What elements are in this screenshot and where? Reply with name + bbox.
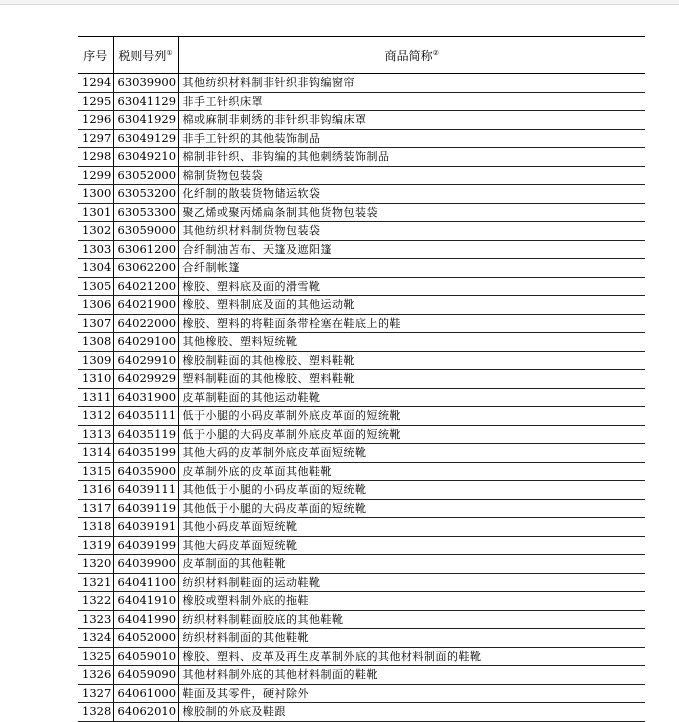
row-seq: 1318: [78, 518, 113, 537]
row-name: 合纤制油苫布、天篷及遮阳篷: [178, 240, 645, 259]
row-code: 63062200: [113, 259, 178, 278]
table-row: [78, 111, 645, 130]
table-row: [78, 536, 645, 555]
row-code: 64035119: [113, 425, 178, 444]
row-code: 63053300: [113, 203, 178, 222]
row-code: 64035900: [113, 462, 178, 481]
row-name: 橡胶制的外底及鞋跟: [178, 703, 645, 722]
row-name: 低于小腿的小码皮革制外底皮革面的短统靴: [178, 407, 645, 426]
row-name: 皮革制面的其他鞋靴: [178, 555, 645, 574]
table-row: [78, 222, 645, 241]
table-row: [78, 610, 645, 629]
row-code: 64029910: [113, 351, 178, 370]
row-name: 聚乙烯或聚丙烯扁条制其他货物包装袋: [178, 203, 645, 222]
row-code: 63059000: [113, 222, 178, 241]
row-name: 其他小码皮革面短统靴: [178, 518, 645, 537]
row-seq: 1323: [78, 610, 113, 629]
row-name: 其他低于小腿的大码皮革面的短统靴: [178, 499, 645, 518]
table-row: [78, 703, 645, 722]
table-body: [78, 74, 645, 722]
row-name: 化纤制的散装货物储运软袋: [178, 185, 645, 204]
table-row: [78, 129, 645, 148]
table-row: [78, 444, 645, 463]
row-code: 64041910: [113, 592, 178, 611]
table-row: [78, 407, 645, 426]
table-row: [78, 629, 645, 648]
row-code: 63041129: [113, 92, 178, 111]
row-code: 63053200: [113, 185, 178, 204]
table-row: [78, 499, 645, 518]
table-row: [78, 296, 645, 315]
row-code: 64039900: [113, 555, 178, 574]
row-name: 橡胶、塑料的将鞋面条带栓塞在鞋底上的鞋: [178, 314, 645, 333]
row-seq: 1301: [78, 203, 113, 222]
row-name: 合纤制帐篷: [178, 259, 645, 278]
row-name: 其他大码的皮革制外底皮革面短统靴: [178, 444, 645, 463]
table-row: [78, 185, 645, 204]
table-row: [78, 333, 645, 352]
row-seq: 1306: [78, 296, 113, 315]
row-code: 63049210: [113, 148, 178, 167]
row-code: 64022000: [113, 314, 178, 333]
row-code: 64041100: [113, 573, 178, 592]
row-name: 皮革制鞋面的其他运动鞋靴: [178, 388, 645, 407]
table-row: [78, 518, 645, 537]
row-code: 64031900: [113, 388, 178, 407]
row-code: 64021200: [113, 277, 178, 296]
table-row: [78, 462, 645, 481]
table-row: [78, 647, 645, 666]
table-row: [78, 240, 645, 259]
table-row: [78, 388, 645, 407]
table-row: [78, 259, 645, 278]
row-code: 64052000: [113, 629, 178, 648]
row-name: 其他低于小腿的小码皮革面的短统靴: [178, 481, 645, 500]
row-seq: 1300: [78, 185, 113, 204]
row-code: 64041990: [113, 610, 178, 629]
row-code: 64029100: [113, 333, 178, 352]
table-row: [78, 277, 645, 296]
table-row: [78, 666, 645, 685]
row-seq: 1312: [78, 407, 113, 426]
row-seq: 1299: [78, 166, 113, 185]
row-name: 皮革制外底的皮革面其他鞋靴: [178, 462, 645, 481]
row-code: 64061000: [113, 684, 178, 703]
row-name: 纺织材料制面的其他鞋靴: [178, 629, 645, 648]
row-code: 64039111: [113, 481, 178, 500]
row-seq: 1327: [78, 684, 113, 703]
row-seq: 1315: [78, 462, 113, 481]
row-name: 棉制货物包装袋: [178, 166, 645, 185]
row-seq: 1317: [78, 499, 113, 518]
row-seq: 1322: [78, 592, 113, 611]
header-seq: 序号: [78, 37, 113, 74]
row-seq: 1328: [78, 703, 113, 722]
row-name: 纺织材料制鞋面胶底的其他鞋靴: [178, 610, 645, 629]
table-row: [78, 148, 645, 167]
row-code: 63039900: [113, 74, 178, 93]
table-row: [78, 425, 645, 444]
header-name: 商品简称②: [178, 37, 645, 74]
row-code: 63041929: [113, 111, 178, 130]
row-name: 棉制非针织、非钩编的其他刺绣装饰制品: [178, 148, 645, 167]
table-row: [78, 555, 645, 574]
row-code: 63052000: [113, 166, 178, 185]
tariff-table: [78, 36, 645, 722]
row-name: 棉或麻制非刺绣的非针织非钩编床罩: [178, 111, 645, 130]
row-seq: 1303: [78, 240, 113, 259]
row-seq: 1325: [78, 647, 113, 666]
row-seq: 1297: [78, 129, 113, 148]
row-code: 64062010: [113, 703, 178, 722]
row-seq: 1309: [78, 351, 113, 370]
row-name: 其他纺织材料制货物包装袋: [178, 222, 645, 241]
row-code: 64039119: [113, 499, 178, 518]
row-seq: 1311: [78, 388, 113, 407]
row-seq: 1308: [78, 333, 113, 352]
page-top-edge: [0, 0, 679, 5]
row-seq: 1310: [78, 370, 113, 389]
row-name: 塑料制鞋面的其他橡胶、塑料鞋靴: [178, 370, 645, 389]
table-row: [78, 592, 645, 611]
table-row: [78, 92, 645, 111]
row-seq: 1316: [78, 481, 113, 500]
table-header-row: [78, 37, 645, 74]
row-name: 橡胶、塑料、皮革及再生皮革制外底的其他材料制面的鞋靴: [178, 647, 645, 666]
row-seq: 1304: [78, 259, 113, 278]
row-code: 63049129: [113, 129, 178, 148]
footnote-marker: ②: [432, 48, 439, 57]
table-row: [78, 166, 645, 185]
row-code: 64039199: [113, 536, 178, 555]
row-name: 橡胶、塑料底及面的滑雪靴: [178, 277, 645, 296]
row-name: 橡胶或塑料制外底的拖鞋: [178, 592, 645, 611]
row-code: 64039191: [113, 518, 178, 537]
row-name: 鞋面及其零件，硬衬除外: [178, 684, 645, 703]
row-code: 64029929: [113, 370, 178, 389]
row-seq: 1298: [78, 148, 113, 167]
row-seq: 1324: [78, 629, 113, 648]
table-row: [78, 351, 645, 370]
row-code: 63061200: [113, 240, 178, 259]
row-code: 64035199: [113, 444, 178, 463]
row-code: 64059090: [113, 666, 178, 685]
row-name: 其他材料制外底的其他材料制面的鞋靴: [178, 666, 645, 685]
table-row: [78, 481, 645, 500]
table-row: [78, 203, 645, 222]
row-name: 其他橡胶、塑料短统靴: [178, 333, 645, 352]
table-row: [78, 370, 645, 389]
header-code: 税则号列①: [113, 37, 178, 74]
row-name: 橡胶制鞋面的其他橡胶、塑料鞋靴: [178, 351, 645, 370]
row-seq: 1295: [78, 92, 113, 111]
row-name: 其他大码皮革面短统靴: [178, 536, 645, 555]
row-name: 其他纺织材料制非针织非钩编窗帘: [178, 74, 645, 93]
row-seq: 1305: [78, 277, 113, 296]
row-seq: 1302: [78, 222, 113, 241]
row-seq: 1313: [78, 425, 113, 444]
footnote-marker: ①: [166, 48, 173, 57]
row-code: 64059010: [113, 647, 178, 666]
row-name: 纺织材料制鞋面的运动鞋靴: [178, 573, 645, 592]
table-row: [78, 314, 645, 333]
row-name: 橡胶、塑料制底及面的其他运动靴: [178, 296, 645, 315]
row-seq: 1319: [78, 536, 113, 555]
table-row: [78, 684, 645, 703]
row-seq: 1294: [78, 74, 113, 93]
row-code: 64021900: [113, 296, 178, 315]
row-seq: 1321: [78, 573, 113, 592]
table-row: [78, 74, 645, 93]
row-seq: 1320: [78, 555, 113, 574]
table-row: [78, 573, 645, 592]
row-name: 非手工针织的其他装饰制品: [178, 129, 645, 148]
row-seq: 1307: [78, 314, 113, 333]
row-seq: 1326: [78, 666, 113, 685]
row-name: 低于小腿的大码皮革制外底皮革面的短统靴: [178, 425, 645, 444]
row-seq: 1314: [78, 444, 113, 463]
row-code: 64035111: [113, 407, 178, 426]
row-name: 非手工针织床罩: [178, 92, 645, 111]
row-seq: 1296: [78, 111, 113, 130]
